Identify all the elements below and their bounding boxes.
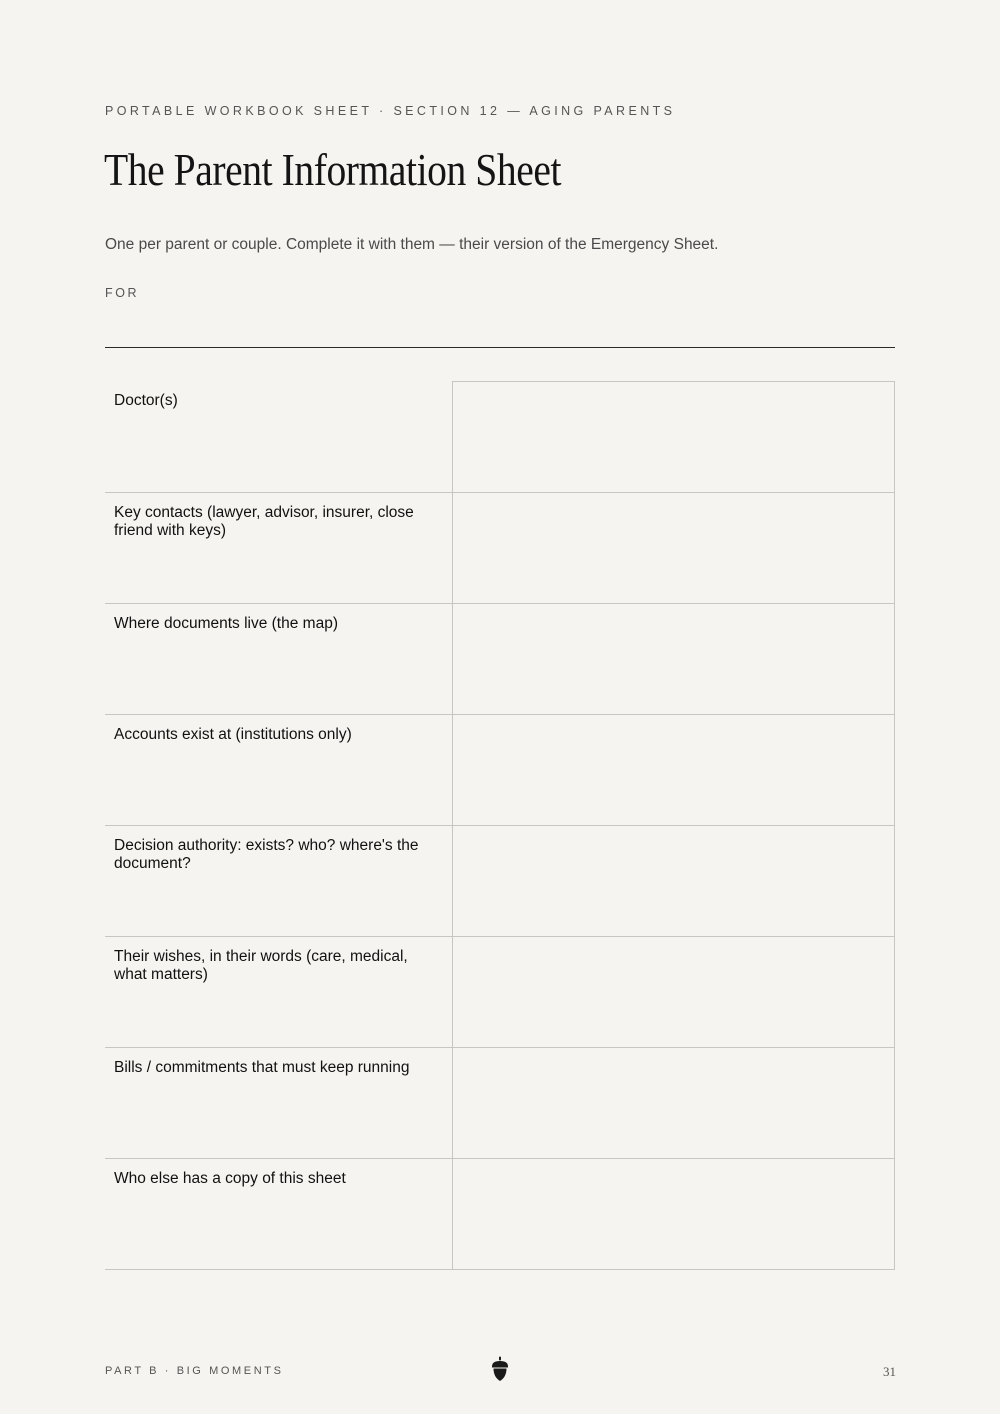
table-row [105,381,895,492]
page-subtitle: One per parent or couple. Complete it with them — their version of the Emergency Sheet. [105,236,719,253]
for-field-line[interactable] [105,347,895,348]
row-label-doctors: Doctor(s) [114,392,178,409]
table-row [105,1158,895,1269]
acorn-icon [490,1356,510,1382]
row-field-decision-authority[interactable] [452,826,895,936]
row-field-key-contacts[interactable] [452,493,895,603]
page-number: 31 [883,1364,896,1379]
section-eyebrow: PORTABLE WORKBOOK SHEET · SECTION 12 — AGING PARENTS [105,104,676,118]
table-row [105,936,895,1047]
row-label-decision-authority: Decision authority: exists? who? where's the document? [114,837,419,872]
row-label-key-contacts: Key contacts (lawyer, advisor, insurer, close friend with keys) [114,504,414,539]
row-label-accounts: Accounts exist at (institutions only) [114,726,352,743]
footer-section-label: PART B · BIG MOMENTS [105,1365,284,1377]
table-row [105,603,895,714]
row-field-bills[interactable] [452,1048,895,1158]
table-row [105,825,895,936]
info-table [105,381,895,1270]
row-field-wishes[interactable] [452,937,895,1047]
table-row [105,1047,895,1158]
row-field-accounts[interactable] [452,715,895,825]
table-row [105,492,895,603]
row-label-documents: Where documents live (the map) [114,615,338,632]
for-label: FOR [105,286,140,300]
row-field-documents[interactable] [452,604,895,714]
row-field-doctors[interactable] [452,381,895,492]
row-label-copy-holders: Who else has a copy of this sheet [114,1170,346,1187]
page-title: The Parent Information Sheet [104,144,562,195]
row-label-wishes: Their wishes, in their words (care, medical, what matters) [114,948,408,983]
table-row [105,714,895,825]
row-label-bills: Bills / commitments that must keep running [114,1059,410,1076]
row-field-copy-holders[interactable] [452,1159,895,1269]
